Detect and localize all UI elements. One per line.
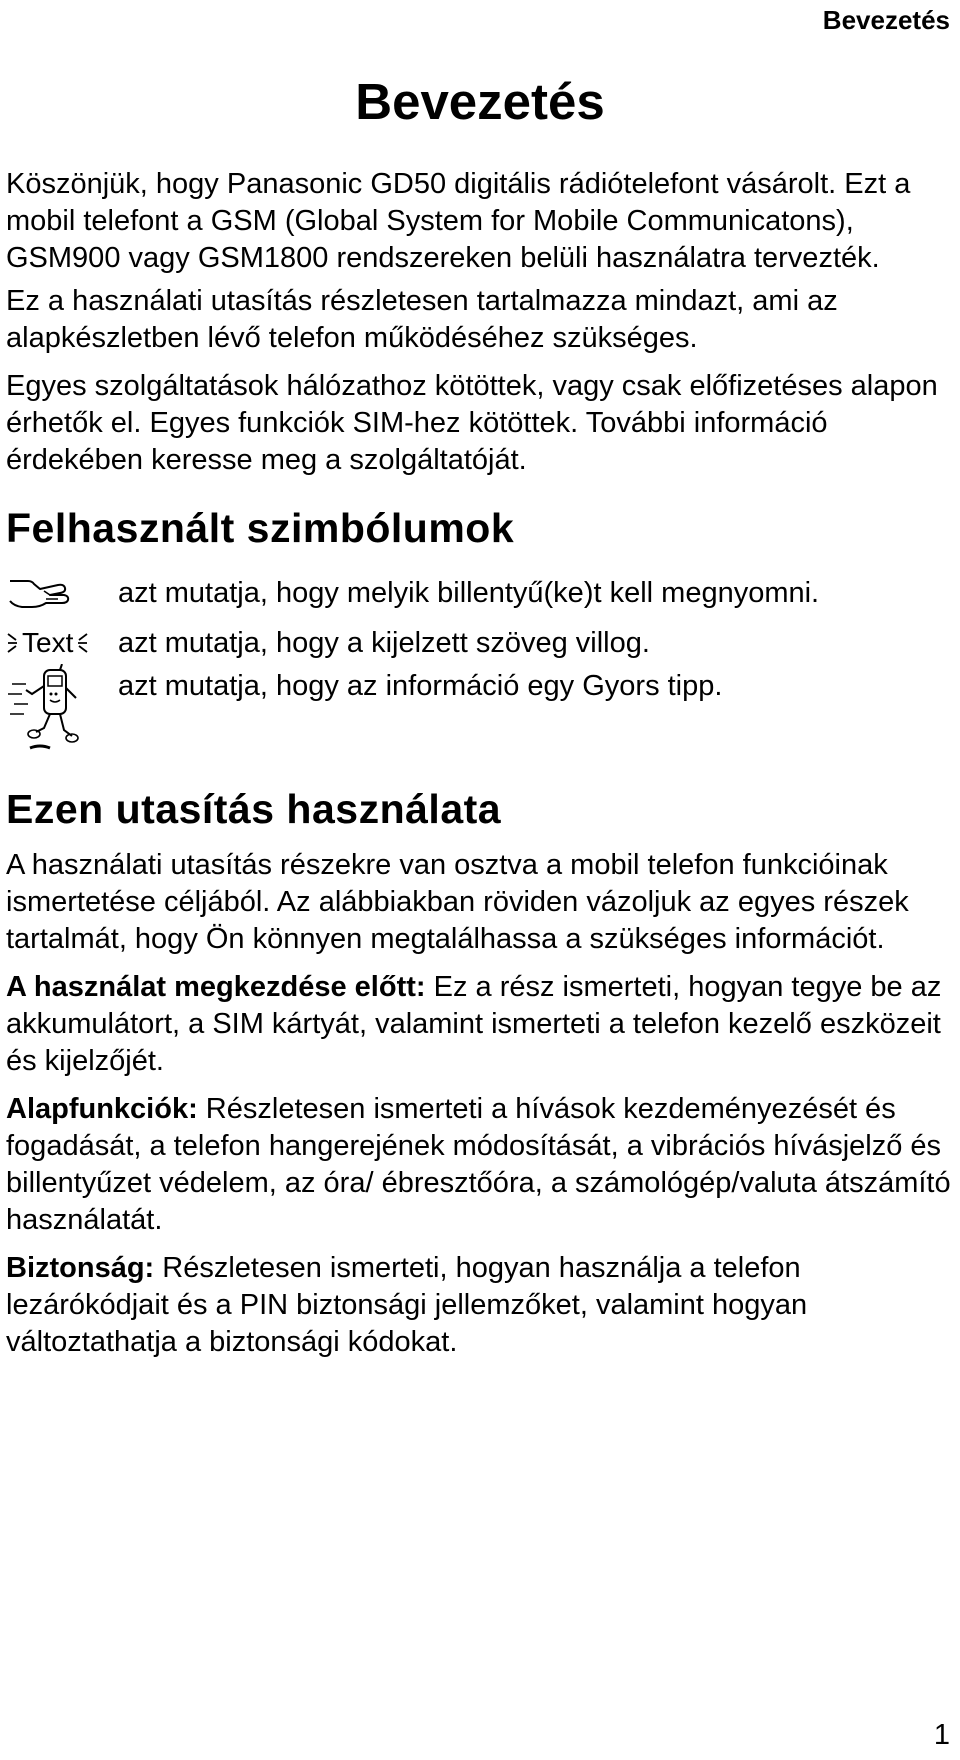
usage-section-basic-functions: [6, 1091, 954, 1239]
page-content: [6, 166, 954, 1372]
symbol-flashing-description: azt mutatja, hogy a kijelzett szöveg villog.: [118, 626, 650, 659]
usage-section-term: A használat megkezdése előtt:: [6, 971, 426, 1003]
symbol-row-keypress: [6, 568, 954, 618]
page-number: 1: [933, 1719, 950, 1751]
symbol-row-quick-tip: [6, 668, 954, 734]
usage-section-before-use: [6, 969, 954, 1080]
flash-marks-left-icon: [6, 630, 20, 656]
symbol-row-flashing-text: [6, 618, 954, 668]
symbols-heading: Felhasznált szimbólumok: [6, 505, 515, 551]
intro-paragraph-2: Ez a használati utasítás részletesen tartalmazza mindazt, ami az alapkészletben lévő telefon működéséhez szükséges.: [6, 285, 838, 354]
symbol-keypress-description: azt mutatja, hogy melyik billentyű(ke)t kell megnyomni.: [118, 576, 820, 609]
page-title: Bevezetés: [355, 73, 605, 130]
usage-section-term: Alapfunkciók:: [6, 1093, 198, 1125]
usage-intro-paragraph: A használati utasítás részekre van osztva a mobil telefon funkcióinak ismertetése céljából. Az alábbiakban röviden vázoljuk az egyes részek tartalmát, hogy Ön könnyen megtalálhassa a szükséges információt.: [6, 849, 909, 955]
intro-paragraph-1: Köszönjük, hogy Panasonic GD50 digitális rádiótelefont vásárolt. Ezt a mobil telefont a GSM (Global System for Mobile Communicatons), GSM900 vagy GSM1800 rendszereken belüli használatra tervezték.: [6, 168, 911, 274]
usage-section-text: Részletesen ismerteti, hogyan használja a telefon lezárókódjait és a PIN biztonsági jellemzőket, valamint hogyan változtathatja a biztonsági kódokat.: [6, 1252, 808, 1358]
pressing-finger-icon: [6, 575, 118, 611]
flashing-text-icon: [6, 627, 118, 659]
symbols-list: [6, 568, 954, 734]
usage-section-text: Ez a rész ismerteti, hogyan tegye be az akkumulátort, a SIM kártyát, valamint ismerteti a telefon kezelő eszközeit és kijelzőjét.: [6, 971, 942, 1077]
intro-paragraph-3: Egyes szolgáltatások hálózathoz kötöttek, vagy csak előfizetéses alapon érhetők el. Egyes funkciók SIM-hez kötöttek. További információ érdekében keresse meg a szolgáltatóját.: [6, 370, 938, 476]
symbol-quick-tip-description: azt mutatja, hogy az információ egy Gyors tipp.: [118, 670, 723, 702]
usage-heading: Ezen utasítás használata: [6, 786, 502, 832]
flashing-text-label: Text: [22, 627, 74, 658]
usage-section-text: Részletesen ismerteti a hívások kezdeményezését és fogadását, a telefon hangerejének módosítását, a vibrációs hívásjelző és billentyűzet védelem, az óra/ ébresztőóra, a számológép/valuta átszámító használatát.: [6, 1093, 951, 1236]
usage-section-security: [6, 1250, 954, 1361]
usage-section-term: Biztonság:: [6, 1252, 155, 1284]
running-phone-icon: [6, 668, 118, 756]
running-header: Bevezetés: [822, 5, 950, 35]
flash-marks-right-icon: [75, 630, 89, 656]
